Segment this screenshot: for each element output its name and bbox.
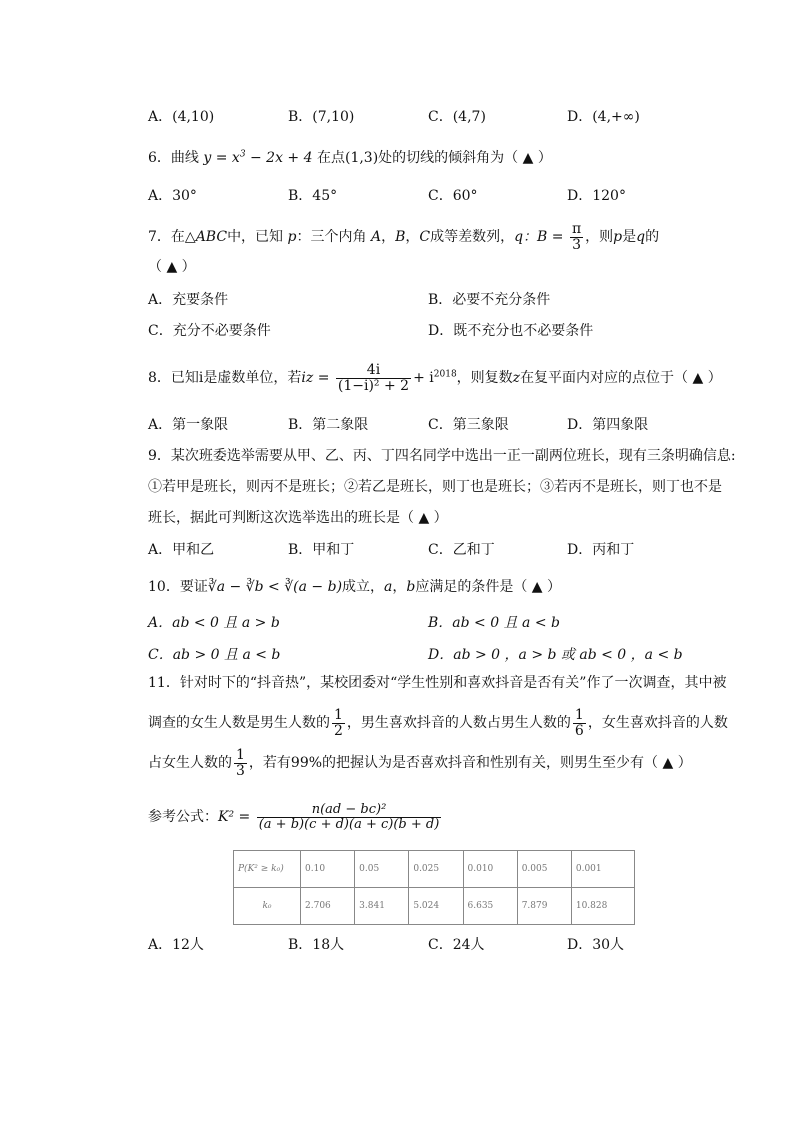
q11-f3-num: 1 [236,747,245,763]
k2-numerator: n(ad − bc)² [257,803,442,818]
table-cell: 10.828 [571,888,634,925]
table-cell: 2.706 [301,888,355,925]
table-row [234,851,635,888]
q10-option-d: D．ab > 0 ，a > b 或 ab < 0 ，a < b [428,647,683,663]
q6-option-a: A．30° [148,188,197,204]
table-cell: 5.024 [409,888,463,925]
q8-option-a: A．第一象限 [148,417,229,433]
q10-text: 10．要证 [148,579,208,595]
q10-text: 成立， [342,579,385,595]
q7-text: 是 [622,229,637,246]
q10-sep: ， [392,579,407,595]
q8-option-b: B．第二象限 [288,417,369,433]
q9-option-d: D．丙和丁 [567,542,635,558]
q11-f2-num: 1 [574,707,584,723]
q9-line-3: 班长，据此可判断这次选举选出的班长是（ ▲ ） [148,510,448,526]
q10-option-b: B．ab < 0 且 a < b [428,615,560,631]
q8-stem [148,363,722,393]
reference-formula [148,803,443,831]
q8-text: 8．已知i是虚数单位，若 [148,370,302,387]
table-cell: 7.879 [517,888,571,925]
q8-text: ，则复数 [456,370,513,387]
table-cell: 6.635 [463,888,517,925]
q11-text: ，男生喜欢抖音的人数占男生人数的 [346,715,571,732]
q7-text: 中，已知 [227,229,284,246]
k2-fraction [257,803,442,831]
q7-option-a: A．充要条件 [148,292,229,308]
q5-option-a: A．(4,10) [148,109,215,125]
q10-var-b: b [406,579,416,595]
q11-text: 调查的女生人数是男生人数的 [148,715,330,732]
q7-fraction [570,222,583,252]
q5-option-b: B．(7,10) [288,109,355,125]
q7-text: 的 [645,229,660,246]
q7-frac-num: π [571,221,582,237]
q8-frac-den: (1−i)² + 2 [337,377,410,394]
q7-option-d: D．既不充分也不必要条件 [428,323,594,339]
q7-text: ，则 [585,229,614,246]
q7-text: 成等差数列， [430,229,515,246]
q7-var-a: A [370,229,382,246]
k2-denominator: (a + b)(c + d)(a + c)(b + d) [258,816,440,832]
q11-fraction-2 [573,708,586,738]
q10-expression: ∛a − ∛b < ∛(a − b) [207,579,343,595]
q5-option-c: C．(4,7) [428,109,486,125]
table-cell: k₀ [234,888,301,925]
table-cell: 0.10 [301,851,355,888]
q10-stem [148,577,561,597]
table-cell: 0.010 [463,851,517,888]
q7-var-c: C [419,229,431,246]
table-cell: 0.05 [355,851,409,888]
q11-fraction-1 [332,708,345,738]
q8-plus: + i [413,370,434,387]
q6-question-text: 在点(1,3)处的切线的倾斜角为（ ▲ ） [316,150,552,166]
q11-text: 占女生人数的 [148,755,232,772]
q10-var-a: a [384,579,393,595]
q8-iz: iz = [301,370,330,387]
q7-var-q: q [514,229,524,246]
q11-option-d: D．30人 [567,937,625,953]
q10-option-c: C．ab > 0 且 a < b [148,647,281,663]
q9-option-b: B．甲和丁 [288,542,355,558]
table-cell: 0.025 [409,851,463,888]
table-cell: 0.001 [571,851,634,888]
q11-option-c: C．24人 [428,937,485,953]
q11-option-a: A．12人 [148,937,204,953]
q8-fraction [336,363,411,393]
q9-option-a: A．甲和乙 [148,542,215,558]
q6-option-d: D．120° [567,188,626,204]
q7-var-p2: p [613,229,623,246]
q7-stem: 7．在△ABC中，已知 p：三个内角 A，B，C成等差数列，q：B = $\frac{\pi}{3}$ ，则p是q的 [148,221,660,253]
q6-number: 6．曲线 [148,150,199,166]
q6-option-b: B．45° [288,188,338,204]
q11-f1-den: 2 [334,722,343,739]
q6-stem [148,148,552,168]
q8-exponent: 2018 [433,369,457,380]
q7-frac-den: 3 [572,236,582,253]
q7-answer-slot: （ ▲ ） [148,259,196,275]
q11-option-b: B．18人 [288,937,345,953]
q10-text: 应满足的条件是（ ▲ ） [415,579,562,595]
q11-fraction-3 [234,748,247,778]
q11-line-2 [148,708,728,738]
table-row [234,888,635,925]
q7-var-q2: q [636,229,646,246]
q8-text: 在复平面内对应的点位于（ ▲ ） [520,370,722,387]
q9-option-c: C．乙和丁 [428,542,495,558]
q7-triangle: ABC [195,229,228,246]
q8-frac-num: 4i [336,363,411,379]
q7-condition: ：B = [523,229,564,246]
q11-line-1: 11．针对时下的“抖音热”，某校团委对“学生性别和喜欢抖音是否有关”作了一次调查，其中被 [148,675,727,691]
q7-text: 7．在△ [148,229,196,246]
q6-curve-formula: $y = x^3 - 2x + 4$ [203,149,313,166]
q8-option-c: C．第三象限 [428,417,509,433]
q7-var-b: B [395,229,406,246]
q10-option-a: A．ab < 0 且 a > b [148,615,280,631]
critical-value-table [233,850,635,925]
table-cell: 0.005 [517,851,571,888]
reference-label: 参考公式： [148,809,218,826]
q7-var-p: p [287,229,297,246]
q7-option-b: B．必要不充分条件 [428,292,551,308]
q9-line-2: ①若甲是班长，则丙不是班长；②若乙是班长，则丁也是班长；③若丙不是班长，则丁也不是 [148,479,722,495]
q6-option-c: C．60° [428,188,478,204]
q11-f2-den: 6 [574,722,584,739]
q8-var-z: z [512,370,521,387]
q9-line-1: 9．某次班委选举需要从甲、乙、丙、丁四名同学中选出一正一副两位班长，现有三条明确信息: [148,448,736,464]
table-cell: 3.841 [355,888,409,925]
table-cell: P(K² ≥ k₀) [234,851,301,888]
q8-option-d: D．第四象限 [567,417,649,433]
q11-f1-num: 1 [334,707,343,723]
k2-symbol: K² = [218,809,251,826]
q11-text: ，女生喜欢抖音的人数 [587,715,728,732]
q7-text: ：三个内角 [296,229,367,246]
q7-option-c: C．充分不必要条件 [148,323,271,339]
q11-f3-den: 3 [236,762,245,779]
q11-text: ，若有99%的把握认为是否喜欢抖音和性别有关，则男生至少有（ ▲ ） [248,755,692,772]
q5-option-d: D．(4,+∞) [567,109,640,125]
q11-line-3 [148,748,692,778]
